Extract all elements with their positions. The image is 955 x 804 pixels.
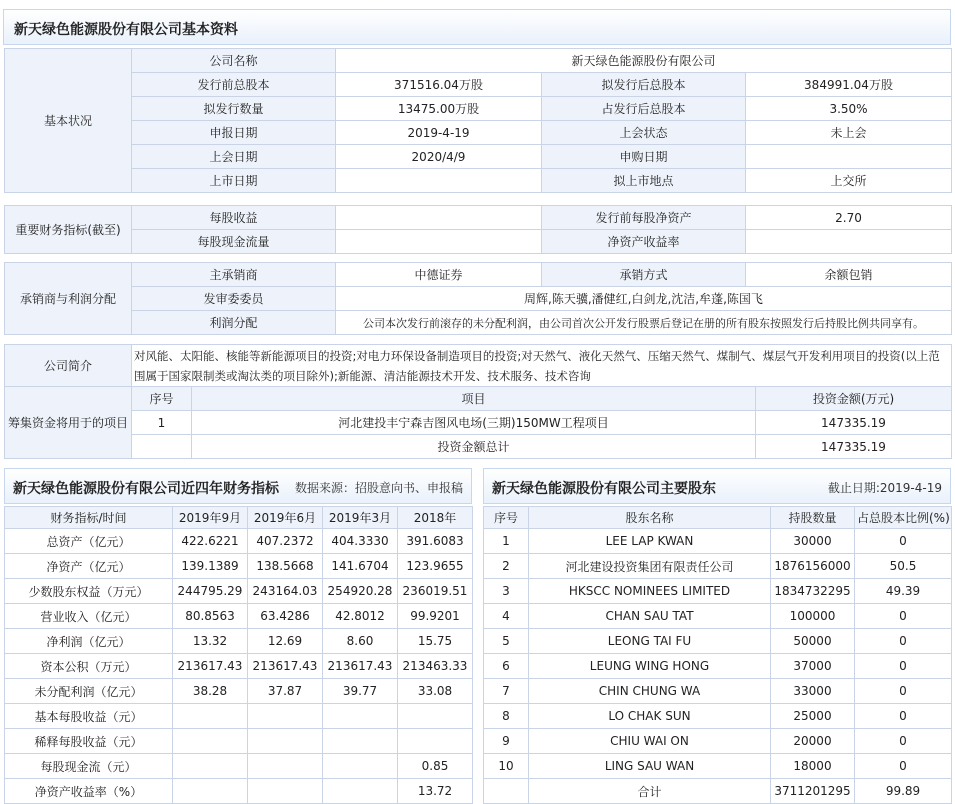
holder-cell: CHIU WAI ON	[529, 729, 771, 754]
fund-total-label: 投资金额总计	[192, 435, 756, 459]
finance-row-label: 少数股东权益（万元）	[5, 579, 173, 604]
holders-col-header: 股东名称	[529, 507, 771, 529]
finance-cell: 80.8563	[173, 604, 248, 629]
holders-col-header: 持股数量	[771, 507, 855, 529]
finance-cell: 8.60	[323, 629, 398, 654]
finance-row-label: 未分配利润（亿元）	[5, 679, 173, 704]
holder-cell: LEONG TAI FU	[529, 629, 771, 654]
holder-cell: 0	[855, 679, 952, 704]
table-row	[484, 704, 952, 729]
finance-cell: 0.85	[398, 754, 473, 779]
holders-total-pct: 99.89	[855, 779, 952, 804]
finance-cell	[398, 729, 473, 754]
funds-col-amount: 投资金额(万元)	[756, 387, 952, 411]
meeting-status-value: 未上会	[746, 121, 952, 145]
apply-date-label: 申报日期	[132, 121, 336, 145]
holder-cell: 100000	[771, 604, 855, 629]
table-row	[484, 554, 952, 579]
table-row	[5, 704, 473, 729]
finance-cell: 13.32	[173, 629, 248, 654]
share-ratio-label: 占发行后总股本	[542, 97, 746, 121]
subscribe-date-value	[746, 145, 952, 169]
holder-cell: 0	[855, 729, 952, 754]
table-row	[484, 529, 952, 554]
finance-col-header: 财务指标/时间	[5, 507, 173, 529]
basic-status-table	[4, 48, 952, 193]
listing-date-value	[336, 169, 542, 193]
finance-history-source: 数据来源：招股意向书、申报稿	[294, 481, 463, 495]
eps-label: 每股收益	[132, 206, 336, 230]
company-name-label: 公司名称	[132, 49, 336, 73]
apply-date-value: 2019-4-19	[336, 121, 542, 145]
table-row	[5, 754, 473, 779]
section-intro-label: 公司简介	[5, 345, 132, 387]
finance-col-header: 2019年6月	[248, 507, 323, 529]
company-name-value: 新天绿色能源股份有限公司	[336, 49, 952, 73]
finance-cell: 254920.28	[323, 579, 398, 604]
holder-cell: 3	[484, 579, 529, 604]
funds-col-no: 序号	[132, 387, 192, 411]
holder-cell: LEE LAP KWAN	[529, 529, 771, 554]
key-finance-table	[4, 205, 952, 254]
table-row	[5, 779, 473, 804]
finance-cell	[323, 779, 398, 804]
fund-row-item: 河北建投丰宁森吉图风电场(三期)150MW工程项目	[192, 411, 756, 435]
finance-cell: 141.6704	[323, 554, 398, 579]
holder-cell: 8	[484, 704, 529, 729]
profit-label: 利润分配	[132, 311, 336, 335]
table-row	[484, 629, 952, 654]
finance-cell	[173, 754, 248, 779]
finance-cell: 138.5668	[248, 554, 323, 579]
table-row	[5, 729, 473, 754]
fund-row-amount: 147335.19	[756, 411, 952, 435]
finance-cell: 63.4286	[248, 604, 323, 629]
finance-history-header	[4, 468, 472, 504]
share-ratio-value: 3.50%	[746, 97, 952, 121]
finance-cell: 213463.33	[398, 654, 473, 679]
finance-cell: 39.77	[323, 679, 398, 704]
section-basic-label: 基本状况	[5, 49, 132, 193]
finance-cell	[248, 704, 323, 729]
holder-cell: 1834732295	[771, 579, 855, 604]
finance-cell	[323, 704, 398, 729]
holder-cell: 33000	[771, 679, 855, 704]
finance-row-label: 资本公积（万元）	[5, 654, 173, 679]
holder-cell: 20000	[771, 729, 855, 754]
intro-text: 对风能、太阳能、核能等新能源项目的投资;对电力环保设备制造项目的投资;对天然气、液化天然气、压缩天然气、煤制气、煤层气开发利用项目的投资(以上范围属于国家限制类或淘汰类的项目除外);新能源、清洁能源技术开发、技术服务、技术咨询	[132, 345, 952, 387]
finance-row-label: 每股现金流（元）	[5, 754, 173, 779]
holder-cell: 0	[855, 629, 952, 654]
holder-cell: 9	[484, 729, 529, 754]
finance-cell	[323, 729, 398, 754]
finance-cell: 37.87	[248, 679, 323, 704]
holders-col-header: 占总股本比例(%)	[855, 507, 952, 529]
eps-value	[336, 206, 542, 230]
holder-cell: 1	[484, 529, 529, 554]
finance-cell: 99.9201	[398, 604, 473, 629]
table-row	[484, 604, 952, 629]
finance-cell	[248, 779, 323, 804]
finance-cell: 213617.43	[248, 654, 323, 679]
intro-funds-table	[4, 344, 952, 459]
table-row	[5, 579, 473, 604]
finance-cell	[248, 729, 323, 754]
nav-label: 发行前每股净资产	[542, 206, 746, 230]
meeting-date-label: 上会日期	[132, 145, 336, 169]
finance-row-label: 净利润（亿元）	[5, 629, 173, 654]
table-row	[484, 729, 952, 754]
fund-row-no: 1	[132, 411, 192, 435]
method-value: 余额包销	[746, 263, 952, 287]
holder-cell: 6	[484, 654, 529, 679]
meeting-status-label: 上会状态	[542, 121, 746, 145]
finance-cell: 13.72	[398, 779, 473, 804]
post-issue-shares-label: 拟发行后总股本	[542, 73, 746, 97]
holders-total-row	[484, 779, 952, 804]
finance-cell: 38.28	[173, 679, 248, 704]
holder-cell: 1876156000	[771, 554, 855, 579]
finance-cell: 244795.29	[173, 579, 248, 604]
finance-cell: 213617.43	[323, 654, 398, 679]
finance-cell: 422.6221	[173, 529, 248, 554]
finance-cell: 213617.43	[173, 654, 248, 679]
holder-cell: LING SAU WAN	[529, 754, 771, 779]
fund-total-value: 147335.19	[756, 435, 952, 459]
section-finance-label: 重要财务指标(截至)	[5, 206, 132, 254]
finance-history-title: 新天绿色能源股份有限公司近四年财务指标	[13, 481, 279, 497]
holder-cell: LO CHAK SUN	[529, 704, 771, 729]
holder-cell: 50.5	[855, 554, 952, 579]
finance-cell: 33.08	[398, 679, 473, 704]
holders-title: 新天绿色能源股份有限公司主要股东	[492, 481, 716, 497]
underwriter-label: 主承销商	[132, 263, 336, 287]
finance-row-label: 总资产（亿元）	[5, 529, 173, 554]
holder-cell: 4	[484, 604, 529, 629]
holder-cell: 49.39	[855, 579, 952, 604]
holder-cell: 10	[484, 754, 529, 779]
table-row	[5, 679, 473, 704]
finance-row-label: 稀释每股收益（元）	[5, 729, 173, 754]
pre-issue-shares-value: 371516.04万股	[336, 73, 542, 97]
table-row	[5, 629, 473, 654]
finance-cell	[248, 754, 323, 779]
issue-qty-label: 拟发行数量	[132, 97, 336, 121]
finance-col-header: 2019年9月	[173, 507, 248, 529]
listing-place-value: 上交所	[746, 169, 952, 193]
finance-col-header: 2018年	[398, 507, 473, 529]
issue-qty-value: 13475.00万股	[336, 97, 542, 121]
committee-value: 周辉,陈天骥,潘健红,白剑龙,沈洁,牟蓬,陈国飞	[336, 287, 952, 311]
holder-cell: LEUNG WING HONG	[529, 654, 771, 679]
finance-cell	[173, 704, 248, 729]
roe-label: 净资产收益率	[542, 230, 746, 254]
holder-cell: 0	[855, 654, 952, 679]
holder-cell: 50000	[771, 629, 855, 654]
table-row	[484, 754, 952, 779]
underwriter-table	[4, 262, 952, 335]
finance-cell	[323, 754, 398, 779]
finance-row-label: 基本每股收益（元）	[5, 704, 173, 729]
holder-cell: CHIN CHUNG WA	[529, 679, 771, 704]
post-issue-shares-value: 384991.04万股	[746, 73, 952, 97]
finance-cell: 391.6083	[398, 529, 473, 554]
holder-cell: 5	[484, 629, 529, 654]
table-row	[484, 654, 952, 679]
holder-cell: 18000	[771, 754, 855, 779]
table-row	[5, 654, 473, 679]
finance-cell: 123.9655	[398, 554, 473, 579]
meeting-date-value: 2020/4/9	[336, 145, 542, 169]
finance-cell: 243164.03	[248, 579, 323, 604]
pre-issue-shares-label: 发行前总股本	[132, 73, 336, 97]
funds-col-item: 项目	[192, 387, 756, 411]
nav-value: 2.70	[746, 206, 952, 230]
holders-deadline: 截止日期:2019-4-19	[827, 481, 942, 495]
finance-cell	[398, 704, 473, 729]
holder-cell: 2	[484, 554, 529, 579]
holder-cell: 7	[484, 679, 529, 704]
holder-cell: 0	[855, 604, 952, 629]
basic-info-header	[3, 9, 951, 45]
finance-cell: 12.69	[248, 629, 323, 654]
holder-cell: 0	[855, 754, 952, 779]
holders-col-header: 序号	[484, 507, 529, 529]
profit-value: 公司本次发行前滚存的未分配利润，由公司首次公开发行股票后登记在册的所有股东按照发行后持股比例共同享有。	[336, 311, 952, 335]
holder-cell: 30000	[771, 529, 855, 554]
finance-history-table	[4, 506, 473, 804]
table-row	[5, 529, 473, 554]
holders-total-label: 合计	[529, 779, 771, 804]
cashflow-label: 每股现金流量	[132, 230, 336, 254]
finance-cell: 236019.51	[398, 579, 473, 604]
finance-cell: 42.8012	[323, 604, 398, 629]
finance-col-header: 2019年3月	[323, 507, 398, 529]
finance-cell: 139.1389	[173, 554, 248, 579]
table-row	[5, 604, 473, 629]
finance-row-label: 净资产收益率（%）	[5, 779, 173, 804]
finance-cell	[173, 779, 248, 804]
finance-cell	[173, 729, 248, 754]
finance-cell: 407.2372	[248, 529, 323, 554]
section-funds-label: 筹集资金将用于的项目	[5, 387, 132, 459]
finance-row-label: 净资产（亿元）	[5, 554, 173, 579]
holder-cell: 河北建设投资集团有限责任公司	[529, 554, 771, 579]
table-row	[484, 579, 952, 604]
holder-cell: 25000	[771, 704, 855, 729]
roe-value	[746, 230, 952, 254]
listing-place-label: 拟上市地点	[542, 169, 746, 193]
cashflow-value	[336, 230, 542, 254]
basic-info-title: 新天绿色能源股份有限公司基本资料	[14, 22, 238, 38]
section-underwriter-label: 承销商与利润分配	[5, 263, 132, 335]
holder-cell: 37000	[771, 654, 855, 679]
holder-cell: 0	[855, 704, 952, 729]
holders-header	[483, 468, 951, 504]
finance-cell: 404.3330	[323, 529, 398, 554]
holder-cell: 0	[855, 529, 952, 554]
finance-cell: 15.75	[398, 629, 473, 654]
underwriter-value: 中德证券	[336, 263, 542, 287]
listing-date-label: 上市日期	[132, 169, 336, 193]
table-row	[5, 554, 473, 579]
committee-label: 发审委委员	[132, 287, 336, 311]
holder-cell: CHAN SAU TAT	[529, 604, 771, 629]
method-label: 承销方式	[542, 263, 746, 287]
holders-table	[483, 506, 952, 804]
subscribe-date-label: 申购日期	[542, 145, 746, 169]
holder-cell: HKSCC NOMINEES LIMITED	[529, 579, 771, 604]
table-row	[484, 679, 952, 704]
holders-total-qty: 3711201295	[771, 779, 855, 804]
finance-row-label: 营业收入（亿元）	[5, 604, 173, 629]
